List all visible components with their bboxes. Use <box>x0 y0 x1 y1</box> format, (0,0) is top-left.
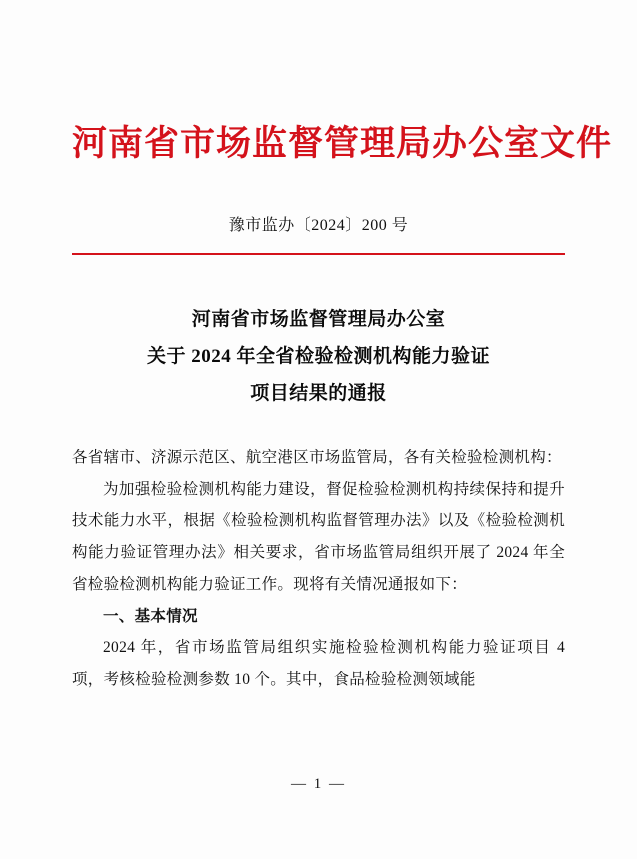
issuing-authority-title: 河南省市场监督管理局办公室文件 <box>72 124 613 163</box>
main-title-line-3: 项目结果的通报 <box>250 382 387 404</box>
document-header <box>72 0 613 166</box>
red-divider-line <box>72 253 565 255</box>
page-number: — 1 — <box>291 776 346 792</box>
section-one-paragraph: 2024 年，省市场监管局组织实施检验检测机构能力验证项目 4 项，考核检验检测参数 10 个。其中，食品检验检测领域能 <box>72 639 565 689</box>
main-title-line-1: 河南省市场监督管理局办公室 <box>191 308 446 330</box>
section-heading-one: 一、基本情况 <box>103 607 198 625</box>
recipient-paragraph: 各省辖市、济源示范区、航空港区市场监管局，各有关检验检测机构： <box>72 448 562 466</box>
document-main-title <box>72 301 565 412</box>
main-title-line-2: 关于 2024 年全省检验检测机构能力验证 <box>146 345 490 367</box>
document-body <box>72 442 565 696</box>
intro-paragraph: 为加强检验检测机构能力建设，督促检验检测机构持续保持和提升技术能力水平，根据《检验检测机构监督管理办法》以及《检验检测机构能力验证管理办法》相关要求，省市场监管局组织开展了 2024 年全省检验检测机构能力验证工作。现将有关情况通报如下： <box>72 480 565 593</box>
document-number: 豫市监办〔2024〕200 号 <box>228 216 409 234</box>
